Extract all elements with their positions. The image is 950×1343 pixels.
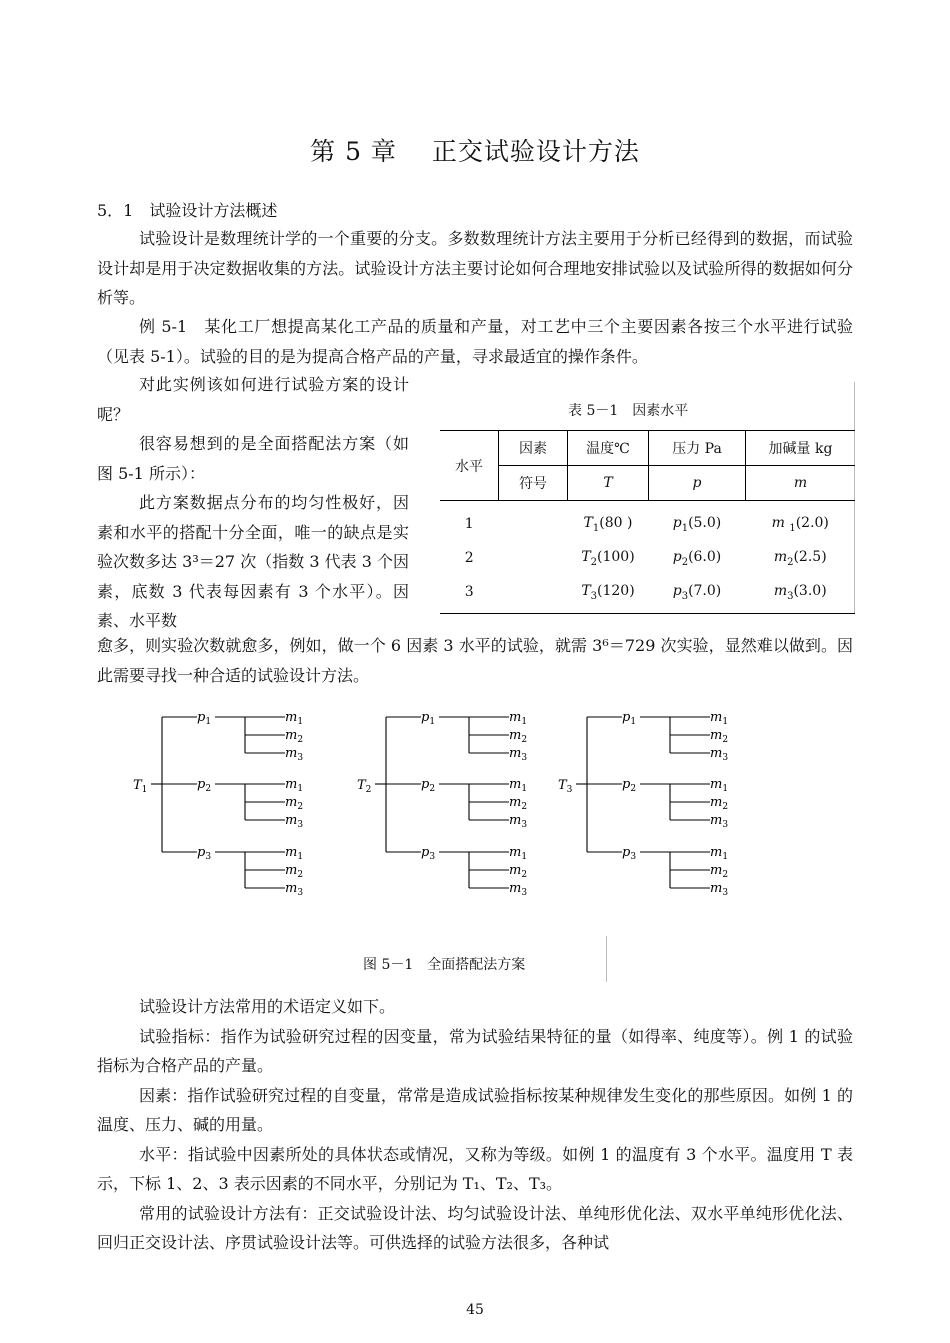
table-cell-T3: $T_3(120)$ [581, 582, 635, 602]
paragraph-example: 例 5-1 某化工厂想提高某化工产品的质量和产量，对工艺中三个主要因素各按三个水平进行试验（见表 5-1）。试验的目的是为提高合格产品的产量，寻求最适宜的操作条件。 [97, 317, 853, 366]
figure-divider [606, 936, 607, 982]
leaf-label-m1: $m_1$ [710, 845, 729, 862]
table-title: 表 5－1 因素水平 [568, 403, 689, 419]
branch-label-p2: $p_2$ [622, 777, 637, 794]
section-heading: 5．1 试验设计方法概述 [97, 201, 278, 220]
page-number: 45 [466, 1302, 484, 1318]
root-label-T1: $T_1$ [133, 778, 148, 795]
leaf-label-m3: $m_3$ [509, 813, 528, 830]
leaf-label-m1: $m_1$ [509, 777, 528, 794]
leaf-label-m2: $m_2$ [509, 795, 528, 812]
left-para-1: 对此实例该如何进行试验方案的设计呢？ [97, 375, 409, 424]
branch-label-p2: $p_2$ [197, 777, 212, 794]
table-factor-label: 因素 [499, 431, 568, 466]
leaf-label-m3: $m_3$ [509, 881, 528, 898]
left-para-3: 此方案数据点分布的均匀性极好，因素和水平的搭配十分全面，唯一的缺点是实验次数多达 3³＝27 次（指数 3 代表 3 个因素，底数 3 代表每因素有 3 个水平）。因素、水平数 [97, 493, 409, 630]
leaf-label-m2: $m_2$ [710, 863, 729, 880]
leaf-label-m2: $m_2$ [285, 863, 304, 880]
leaf-label-m1: $m_1$ [285, 710, 304, 727]
leaf-label-m2: $m_2$ [509, 863, 528, 880]
paragraph-continuation: 愈多，则实验次数就愈多，例如，做一个 6 因素 3 水平的试验，就需 3⁶＝729 次实验，显然难以做到。因此需要寻找一种合适的试验设计方法。 [97, 636, 853, 685]
leaf-label-m1: $m_1$ [285, 777, 304, 794]
full-combination-diagram [0, 700, 950, 900]
table-symbol-m: m [793, 475, 808, 491]
lower-para-2: 试验指标：指作为试验研究过程的因变量，常为试验结果特征的量（如得率、纯度等）。例 1 的试验指标为合格产品的产量。 [97, 1026, 853, 1075]
lower-para-1: 试验设计方法常用的术语定义如下。 [139, 997, 396, 1016]
leaf-label-m1: $m_1$ [509, 845, 528, 862]
table-symbol-T: T [568, 466, 649, 501]
lower-para-4: 水平：指试验中因素所处的具体状态或情况，又称为等级。如例 1 的温度有 3 个水平。温度用 T 表示，下标 1、2、3 表示因素的不同水平，分别记为 T₁、T₂、T₃。 [97, 1144, 853, 1193]
leaf-label-m1: $m_1$ [710, 710, 729, 727]
leaf-label-m2: $m_2$ [710, 728, 729, 745]
branch-label-p2: $p_2$ [421, 777, 436, 794]
paragraph-intro: 试验设计是数理统计学的一个重要的分支。多数数理统计方法主要用于分析已经得到的数据，而试验设计却是用于决定数据收集的方法。试验设计方法主要讨论如何合理地安排试验以及试验所得的数据如何分析等。 [97, 229, 853, 307]
table-level: 3 [464, 584, 474, 600]
leaf-label-m3: $m_3$ [285, 813, 304, 830]
table-factor-alkali: 加碱量 kg [746, 431, 856, 466]
table-cell-m1: m $_1$(2.0) [771, 514, 829, 534]
chapter-title: 第 5 章 正交试验设计方法 [310, 137, 640, 166]
leaf-label-m1: $m_1$ [285, 845, 304, 862]
branch-label-p3: $p_3$ [197, 845, 212, 862]
lower-para-5: 常用的试验设计方法有：正交试验设计法、均匀试验设计法、单纯形优化法、双水平单纯形优化法、回归正交设计法、序贯试验设计法等。可供选择的试验方法很多，各种试 [97, 1203, 853, 1252]
root-label-T3: $T_3$ [558, 778, 573, 795]
branch-label-p3: $p_3$ [421, 845, 436, 862]
leaf-label-m2: $m_2$ [285, 728, 304, 745]
figure-caption: 图 5－1 全面搭配法方案 [363, 957, 526, 973]
table-cell-T1: $T_1(80$ ) [583, 514, 633, 534]
branch-label-p3: $p_3$ [622, 845, 637, 862]
branch-label-p1: $p_1$ [421, 710, 436, 727]
left-column-text [97, 370, 409, 636]
leaf-label-m2: $m_2$ [509, 728, 528, 745]
table-level: 1 [464, 516, 474, 532]
leaf-label-m3: $m_3$ [710, 813, 729, 830]
table-row-header: 水平 [440, 431, 499, 501]
table-cell-p2: $p_2(6.0)$ [672, 548, 722, 568]
branch-label-p1: $p_1$ [622, 710, 637, 727]
leaf-label-m3: $m_3$ [285, 746, 304, 763]
branch-label-p1: $p_1$ [197, 710, 212, 727]
table-cell-m2: $m_2(2.5)$ [773, 548, 827, 568]
leaf-label-m3: $m_3$ [710, 881, 729, 898]
table-cell-m3: $m_3(3.0)$ [773, 582, 827, 602]
table-factor-pressure: 压力 Pa [649, 431, 746, 466]
leaf-label-m1: $m_1$ [710, 777, 729, 794]
leaf-label-m2: $m_2$ [710, 795, 729, 812]
leaf-label-m3: $m_3$ [509, 746, 528, 763]
root-label-T2: $T_2$ [357, 778, 372, 795]
factor-level-table [440, 430, 855, 614]
table-cell-p1: $p_1(5.0)$ [672, 514, 722, 534]
table-cell-p3: $p_3(7.0)$ [672, 582, 722, 602]
terminology-section [97, 992, 853, 1258]
lower-para-3: 因素：指作试验研究过程的自变量，常常是造成试验指标按某种规律发生变化的那些原因。如例 1 的温度、压力、碱的用量。 [97, 1085, 853, 1134]
table-factor-temp: 温度℃ [568, 431, 649, 466]
table-level: 2 [464, 550, 474, 566]
table-symbol-label: 符号 [499, 466, 568, 501]
leaf-label-m3: $m_3$ [285, 881, 304, 898]
table-symbol-p: p [649, 466, 746, 501]
left-para-2: 很容易想到的是全面搭配法方案（如图 5-1 所示）： [97, 434, 409, 483]
leaf-label-m1: $m_1$ [509, 710, 528, 727]
table-cell-T2: $T_2(100)$ [581, 548, 635, 568]
leaf-label-m2: $m_2$ [285, 795, 304, 812]
leaf-label-m3: $m_3$ [710, 746, 729, 763]
